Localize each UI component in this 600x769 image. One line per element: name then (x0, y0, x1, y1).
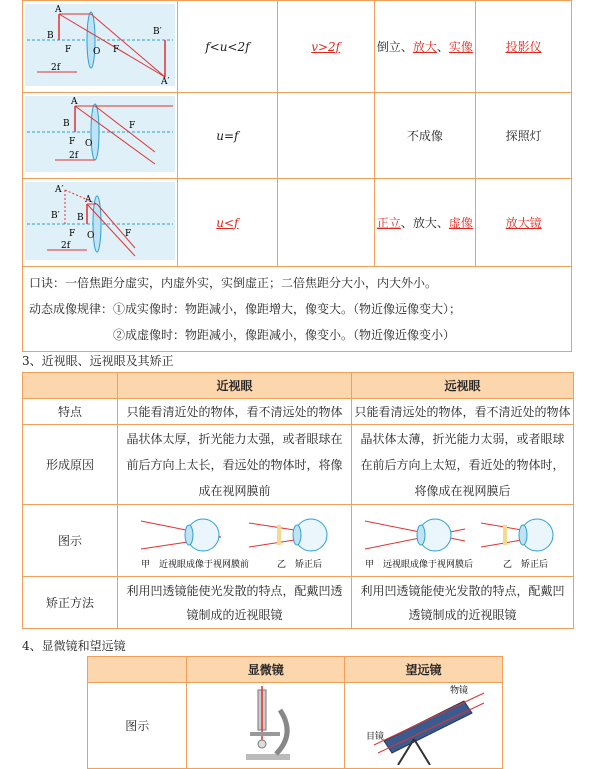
eye-row-correction (23, 577, 574, 629)
myopia-correction: 利用凹透镜能使光发散的特点，配戴凹透镜制成的近视眼镜 (118, 577, 352, 629)
label-a-prime: A′ (160, 77, 170, 87)
eye-table (22, 372, 574, 629)
lens-diagram-1 (23, 1, 178, 93)
image-distance-2 (277, 93, 374, 179)
myopia-cause: 晶状体太厚，折光能力太强，或者眼球在前后方向上太长，看远处的物体时，将像成在视网膜前 (118, 425, 352, 505)
eyepiece-label: 目镜 (365, 732, 384, 742)
myopia-feature: 只能看清近处的物体，看不清远处的物体 (118, 399, 352, 425)
image-distance-1: v>2f (277, 1, 374, 93)
hyperopia-caption-1: 甲 远视眼成像于视网膜后 (364, 560, 473, 570)
label-a-prime: A′ (54, 185, 64, 195)
label-b-prime: B′ (50, 211, 60, 221)
hyperopia-correction: 利用凹透镜能使光发散的特点，配戴凹透镜制成的近视眼镜 (352, 577, 574, 629)
label-a: A (84, 195, 92, 205)
telescope-icon (354, 683, 494, 765)
label-f: F (68, 137, 76, 147)
hyperopia-cause: 晶状体太薄，折光能力太弱，或者眼球在前后方向上太短，看近处的物体时，将像成在视网膜后 (352, 425, 574, 505)
section-3-title: 3、近视眼、远视眼及其矫正 (22, 354, 174, 368)
section-4-title: 4、显微镜和望远镜 (22, 639, 126, 653)
instrument-header-telescope: 望远镜 (345, 657, 503, 683)
instrument-row-diagram (88, 683, 503, 769)
application-3: 放大镜 (476, 179, 572, 267)
label-f2: F (112, 45, 120, 55)
label-f2: F (124, 229, 132, 239)
hyperopia-caption-2: 乙 矫正后 (502, 560, 548, 570)
eye-row-feature (23, 399, 574, 425)
label-o: O (84, 139, 93, 149)
objective-label: 物镜 (449, 686, 468, 696)
mnemonic: 口诀：一倍焦距分虚实，内虚外实，实倒虚正；二倍焦距分大小，内大外小。 (29, 276, 438, 290)
row-label-instrument-diagram: 图示 (88, 683, 187, 769)
nature-2: 不成像 (374, 93, 476, 179)
row-label-cause: 形成原因 (23, 425, 118, 505)
eye-header-blank (23, 373, 118, 399)
image-distance-3 (277, 179, 374, 267)
condition-1: f<u<2f (177, 1, 277, 93)
application-1: 投影仪 (476, 1, 572, 93)
row-label-feature: 特点 (23, 399, 118, 425)
instrument-header-microscope: 显微镜 (187, 657, 345, 683)
lens-diagram-2 (23, 93, 178, 179)
label-f2: F (128, 121, 136, 131)
lens-row-2 (23, 93, 572, 179)
application-2: 探照灯 (476, 93, 572, 179)
lens-row-1 (23, 1, 572, 93)
row-label-diagram: 图示 (23, 505, 118, 577)
condition-3: u<f (177, 179, 277, 267)
eye-header-hyperopia: 远视眼 (352, 373, 574, 399)
nature-3: 正立、放大、虚像 (374, 179, 476, 267)
label-a: A (70, 97, 78, 107)
microscope-icon (216, 684, 316, 764)
myopia-caption-2: 乙 矫正后 (276, 560, 322, 570)
instrument-header-blank (88, 657, 187, 683)
eye-row-cause (23, 425, 574, 505)
eye-header-myopia: 近视眼 (118, 373, 352, 399)
hyperopia-feature: 只能看清远处的物体，看不清近处的物体 (352, 399, 574, 425)
lens-diagram-3 (23, 179, 178, 267)
label-b: B (62, 119, 70, 129)
condition-2: u=f (177, 93, 277, 179)
nature-1: 倒立、放大、实像 (374, 1, 476, 93)
myopia-caption-1: 甲 近视眼成像于视网膜前 (140, 560, 249, 570)
label-o: O (92, 47, 101, 57)
microscope-diagram (187, 683, 345, 769)
label-b: B (76, 213, 84, 223)
dynamic-rule-2: ②成虚像时：物距减小，像距减小，像变小。（物近像近像变小） (113, 328, 456, 342)
label-b-prime: B′ (152, 27, 162, 37)
instrument-table (87, 656, 503, 769)
label-2f: 2f (68, 151, 79, 161)
label-f: F (64, 45, 72, 55)
lens-row-3 (23, 179, 572, 267)
eye-row-diagram (23, 505, 574, 577)
lens-notes (23, 267, 572, 352)
myopia-diagram (118, 505, 352, 577)
eye-header-row (23, 373, 574, 399)
label-a: A (54, 5, 62, 15)
label-2f: 2f (60, 241, 71, 251)
instrument-header-row (88, 657, 503, 683)
label-b: B (46, 31, 54, 41)
label-o: O (86, 231, 95, 241)
label-2f: 2f (50, 63, 61, 73)
row-label-correction: 矫正方法 (23, 577, 118, 629)
lens-table (22, 0, 572, 352)
label-f: F (68, 229, 76, 239)
telescope-diagram (345, 683, 503, 769)
hyperopia-diagram (352, 505, 574, 577)
dynamic-rule-1: 动态成像规律：①成实像时：物距减小，像距增大，像变大。（物近像远像变大）； (29, 302, 462, 316)
lens-notes-row (23, 267, 572, 352)
